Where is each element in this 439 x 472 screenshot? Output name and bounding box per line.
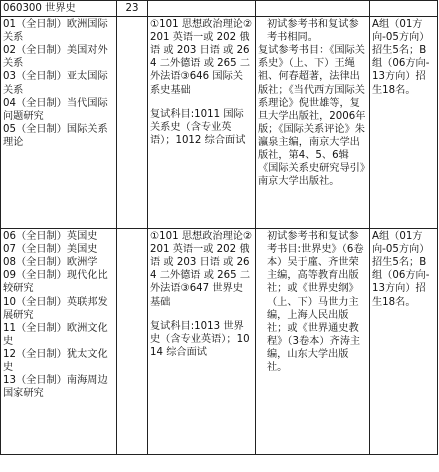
initial-exam-subjects: ①101 思想政治理论②201 英语一或 202 俄语 或 203 日语 或 264 二外德语 或 265 二外法语③646 国际关系史基础 — [150, 19, 253, 96]
enrollment-count: 23 — [117, 1, 148, 17]
research-direction: 10（全日制）英联邦发展研究 — [3, 296, 108, 321]
empty-cell — [117, 17, 148, 229]
research-direction: 07（全日制）美国史 — [3, 244, 98, 256]
research-direction: 02（全日制）美国对外关系 — [3, 45, 108, 70]
reference-books-cell — [256, 17, 370, 229]
research-direction: 05（全日制）国际关系理论 — [3, 123, 108, 148]
research-direction: 13（全日制）南海周边国家研究 — [3, 375, 108, 400]
research-direction: 08（全日制）欧洲学 — [3, 257, 98, 269]
research-directions-cell — [1, 229, 117, 455]
major-header-row — [1, 1, 438, 17]
research-directions-cell — [1, 17, 117, 229]
remarks-cell — [370, 229, 438, 455]
remarks: A组（01方向-05方向）招生5名；B组（06方向-13方向）招生18名。 — [372, 19, 430, 96]
reference-books: 初试参考书和复试参考书目:世界史》（6卷本）吴于廑、齐世荣主编，高等教育出版社；或《世界史纲》（上、下）马世力主编，上海人民出版社；或《世界通史教程》（3卷本）齐涛主编，山东大学出版社。 — [267, 231, 364, 374]
research-direction: 06（全日制）英国史 — [3, 231, 98, 243]
empty-cell — [148, 1, 256, 17]
retest-subjects: 复试科目:1013 世界史（含专业英语）；1014 综合面试 — [150, 320, 250, 358]
remarks-cell — [370, 17, 438, 229]
initial-exam-subjects: ①101 思想政治理论②201 英语一或 202 俄语 或 203 日语 或 264 二外德语 或 265 二外法语③647 世界史基础 — [150, 231, 253, 308]
research-direction: 04（全日制）当代国际问题研究 — [3, 97, 108, 122]
research-direction: 03（全日制）亚太国际关系 — [3, 71, 108, 96]
research-direction: 11（全日制）欧洲文化史 — [3, 322, 108, 347]
remarks: A组（01方向-05方向）招生5名；B组（06方向-13方向）招生18名。 — [372, 231, 430, 308]
major-name: 060300 世界史 — [1, 1, 117, 17]
exam-subjects-cell — [148, 17, 256, 229]
empty-cell — [370, 1, 438, 17]
table-row — [1, 229, 438, 455]
reference-books: 复试参考书目：《国际关系史》（上、下）王绳祖、何春超著，法律出版社；《当代西方国际关系理论》倪世雄等，复旦大学出版社，2006年版；《国际关系评论》朱瀛泉主编，南京大学出版社，第4、5、6辑《国际关系史研究导引》南京大学出版社。 — [258, 45, 366, 188]
research-direction: 01（全日制）欧洲国际关系 — [3, 19, 108, 44]
empty-cell — [117, 229, 148, 455]
reference-books-cell — [256, 229, 370, 455]
exam-subjects-cell — [148, 229, 256, 455]
empty-cell — [256, 1, 370, 17]
table-row — [1, 17, 438, 229]
retest-subjects: 复试科目:1011 国际关系史（含专业英语）；1012 综合面试 — [150, 108, 246, 146]
research-direction: 09（全日制）现代化比较研究 — [3, 270, 108, 295]
research-direction: 12（全日制）犹太文化史 — [3, 348, 108, 374]
reference-note: 初试参考书和复试参考书相同。 — [267, 19, 359, 44]
